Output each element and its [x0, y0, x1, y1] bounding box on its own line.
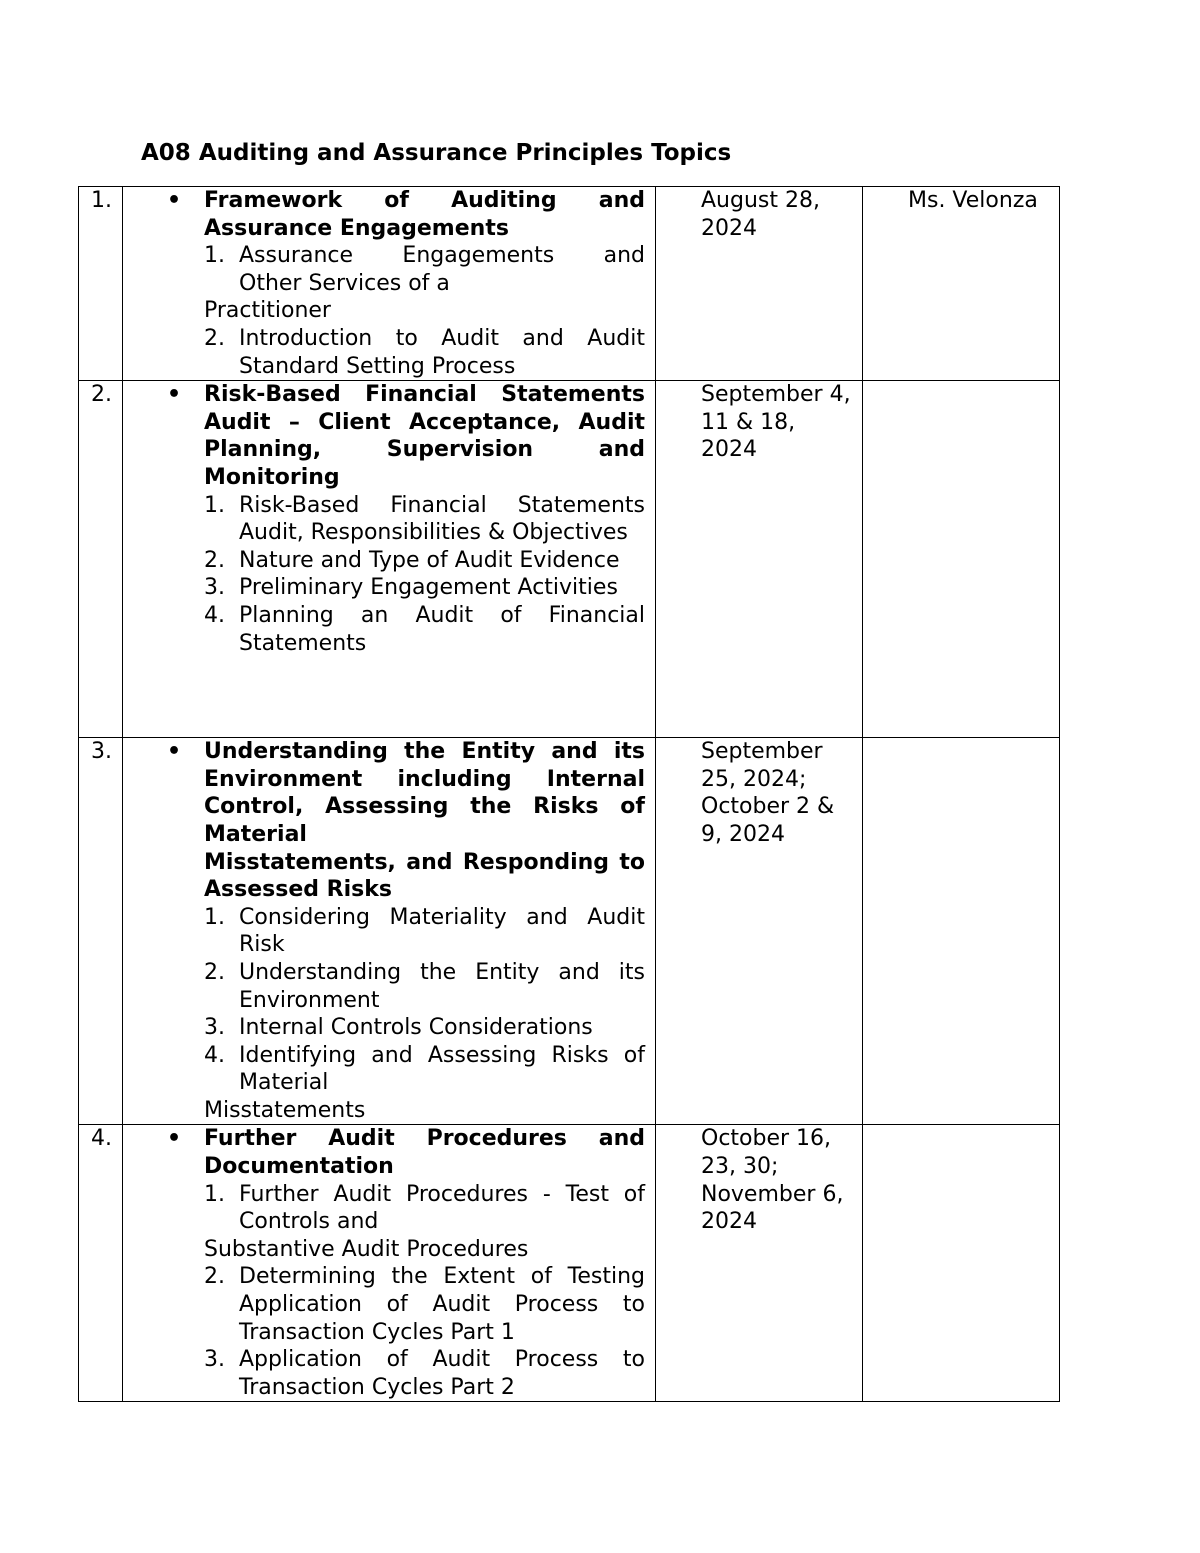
table-row — [79, 1125, 1060, 1402]
row-number: 2. — [79, 381, 123, 738]
subtopic-item: 2. Determining the Extent of Testing Application of Audit Process to Transaction Cycles Part 1 — [204, 1264, 645, 1345]
topics-table — [78, 186, 1060, 1402]
instructor-cell — [863, 381, 1060, 738]
topic-heading: • Risk-Based Financial Statements Audit – Client Acceptance, Audit Planning, Supervision and Monitoring — [167, 382, 645, 490]
subtopic-item: 2. Nature and Type of Audit Evidence — [204, 547, 620, 573]
row-number: 4. — [79, 1125, 123, 1402]
subtopic-item: 3. Internal Controls Considerations — [204, 1015, 593, 1041]
subtopic-item: 1. Assurance Engagements and Other Services of a — [204, 243, 645, 296]
date-cell: September 25, 2024; October 2 & 9, 2024 — [656, 738, 863, 1125]
subtopic-item: 4. Planning an Audit of Financial Statements — [204, 602, 645, 656]
topic-cell — [123, 1125, 656, 1402]
document-title: A08 Auditing and Assurance Principles Topics — [141, 140, 732, 166]
subtopic-item: 1. Risk-Based Financial Statements Audit, Responsibilities & Objectives — [204, 492, 645, 546]
bullet-icon: • — [167, 188, 182, 213]
subtopic-continuation: Misstatements — [204, 1097, 366, 1123]
table-row — [79, 381, 1060, 738]
instructor-cell: Ms. Velonza — [863, 187, 1060, 381]
subtopic-item: 1. Considering Materiality and Audit Risk — [204, 904, 645, 958]
subtopic-item: 3. Application of Audit Process to Transaction Cycles Part 2 — [204, 1347, 645, 1400]
subtopic-item: 1. Further Audit Procedures - Test of Controls and — [204, 1181, 645, 1235]
bullet-icon: • — [167, 739, 182, 765]
subtopic-item: 3. Preliminary Engagement Activities — [204, 575, 618, 601]
topic-cell — [123, 738, 656, 1125]
table-row — [79, 187, 1060, 381]
topic-heading-continuation: Misstatements, and Responding to Assessed Risks — [204, 849, 645, 903]
row-number: 3. — [79, 738, 123, 1125]
subtopic-item: 4. Identifying and Assessing Risks of Material — [204, 1042, 645, 1096]
date-cell: September 4, 11 & 18, 2024 — [656, 381, 863, 738]
date-cell: October 16, 23, 30; November 6, 2024 — [656, 1125, 863, 1402]
instructor-cell — [863, 738, 1060, 1125]
row-number: 1. — [79, 187, 123, 381]
topic-heading: • Understanding the Entity and its Environment including Internal Control, Assessing the Risks of Material — [167, 739, 645, 847]
instructor-cell — [863, 1125, 1060, 1402]
subtopic-continuation: Substantive Audit Procedures — [204, 1236, 529, 1262]
topic-cell — [123, 381, 656, 738]
subtopic-continuation: Practitioner — [204, 298, 331, 324]
subtopic-item: 2. Introduction to Audit and Audit Standard Setting Process — [204, 325, 645, 379]
topic-heading: • Further Audit Procedures and Documentation — [167, 1126, 645, 1180]
bullet-icon: • — [167, 382, 182, 408]
bullet-icon: • — [167, 1126, 182, 1152]
table-row — [79, 738, 1060, 1125]
date-cell: August 28, 2024 — [656, 187, 863, 381]
topic-heading: • Framework of Auditing and Assurance Engagements — [167, 188, 645, 241]
topic-cell — [123, 187, 656, 381]
subtopic-item: 2. Understanding the Entity and its Environment — [204, 959, 645, 1013]
